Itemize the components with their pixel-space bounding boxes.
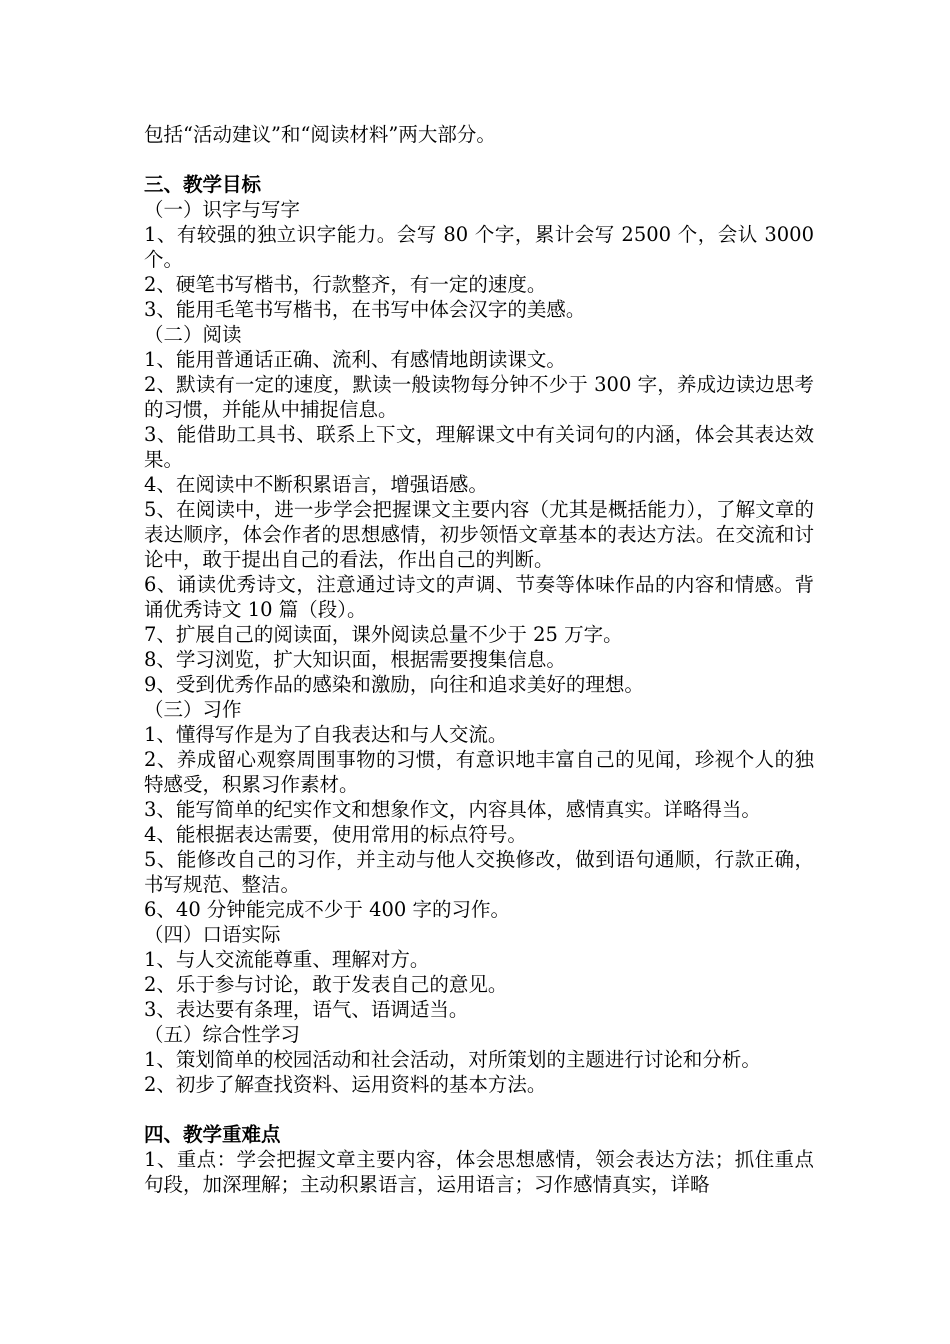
list-item: 4、在阅读中不断积累语言，增强语感。	[144, 473, 488, 496]
subsection-title-oral: （四）口语实际	[144, 923, 281, 946]
list-item: 2、默读有一定的速度，默读一般读物每分钟不少于 300 字，养成边读边思考的习惯，并能从中捕捉信息。	[144, 373, 814, 421]
list-item: 6、诵读优秀诗文，注意通过诗文的声调、节奏等体味作品的内容和情感。背诵优秀诗文 10 篇（段）。	[144, 573, 814, 621]
list-item: 1、有较强的独立识字能力。会写 80 个字，累计会写 2500 个，会认 3000 个。	[144, 223, 814, 271]
list-item: 1、能用普通话正确、流利、有感情地朗读课文。	[144, 348, 566, 371]
list-item: 1、懂得写作是为了自我表达和与人交流。	[144, 723, 508, 746]
list-item: 2、养成留心观察周围事物的习惯，有意识地丰富自己的见闻，珍视个人的独特感受，积累习作素材。	[144, 748, 814, 796]
list-item: 9、受到优秀作品的感染和激励，向往和追求美好的理想。	[144, 673, 644, 696]
subsection-title-comprehensive: （五）综合性学习	[144, 1023, 301, 1046]
section-heading-key-points: 四、教学重难点	[144, 1123, 281, 1146]
list-item: 7、扩展自己的阅读面，课外阅读总量不少于 25 万字。	[144, 623, 623, 646]
list-item: 4、能根据表达需要，使用常用的标点符号。	[144, 823, 527, 846]
subsection-title-literacy: （一）识字与写字	[144, 198, 301, 221]
list-item: 3、能写简单的纪实作文和想象作文，内容具体，感情真实。详略得当。	[144, 798, 761, 821]
intro-paragraph: 包括“活动建议”和“阅读材料”两大部分。	[144, 123, 496, 146]
subsection-title-reading: （二）阅读	[144, 323, 242, 346]
list-item: 1、重点：学会把握文章主要内容，体会思想感情，领会表达方法；抓住重点句段，加深理解；主动积累语言，运用语言；习作感情真实，详略	[144, 1148, 814, 1196]
list-item: 5、能修改自己的习作，并主动与他人交换修改，做到语句通顺，行款正确，书写规范、整洁。	[144, 848, 814, 896]
list-item: 5、在阅读中，进一步学会把握课文主要内容（尤其是概括能力），了解文章的表达顺序，体会作者的思想感情，初步领悟文章基本的表达方法。在交流和讨论中，敢于提出自己的看法，作出自己的判断。	[144, 498, 814, 571]
list-item: 3、表达要有条理，语气、语调适当。	[144, 998, 469, 1021]
document-page	[144, 122, 814, 1197]
section-heading-objectives: 三、教学目标	[144, 173, 262, 196]
list-item: 3、能借助工具书、联系上下文，理解课文中有关词句的内涵，体会其表达效果。	[144, 423, 814, 471]
list-item: 3、能用毛笔书写楷书，在书写中体会汉字的美感。	[144, 298, 586, 321]
list-item: 2、乐于参与讨论，敢于发表自己的意见。	[144, 973, 508, 996]
list-item: 8、学习浏览，扩大知识面，根据需要搜集信息。	[144, 648, 566, 671]
list-item: 1、与人交流能尊重、理解对方。	[144, 948, 430, 971]
subsection-title-writing: （三）习作	[144, 698, 242, 721]
list-item: 6、40 分钟能完成不少于 400 字的习作。	[144, 898, 511, 921]
spacer	[144, 147, 814, 172]
spacer	[144, 1097, 814, 1122]
list-item: 2、硬笔书写楷书，行款整齐，有一定的速度。	[144, 273, 547, 296]
list-item: 1、策划简单的校园活动和社会活动，对所策划的主题进行讨论和分析。	[144, 1048, 761, 1071]
list-item: 2、初步了解查找资料、运用资料的基本方法。	[144, 1073, 547, 1096]
